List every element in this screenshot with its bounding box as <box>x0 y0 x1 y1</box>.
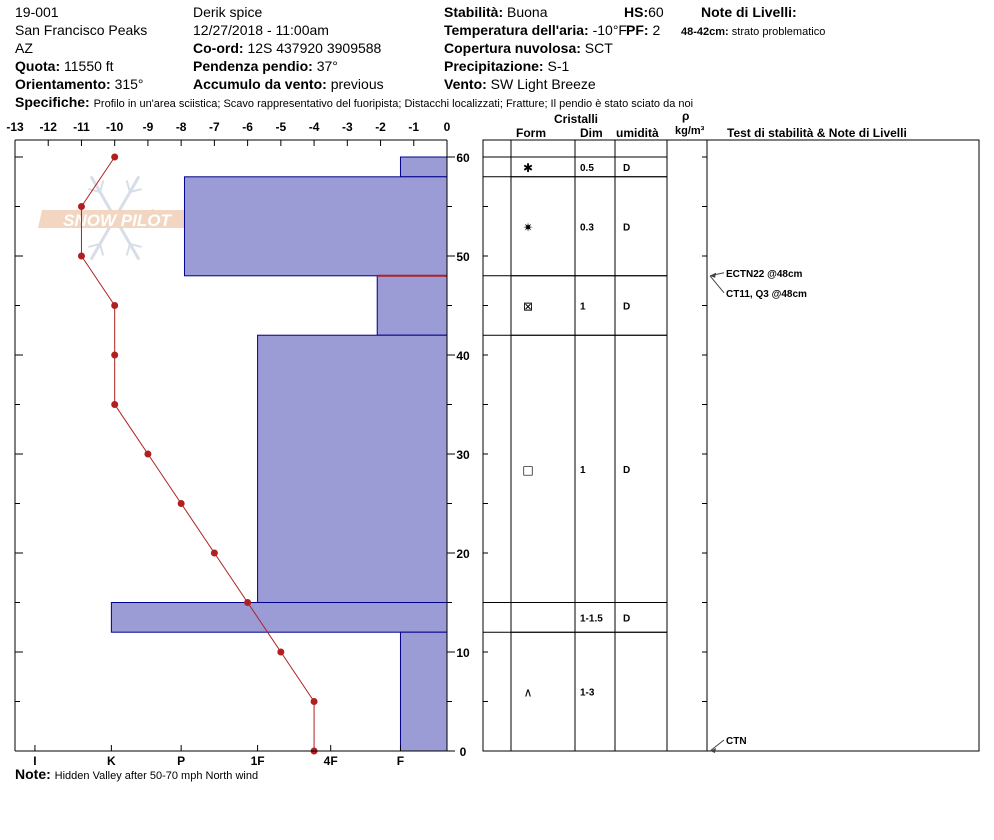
temperature-point <box>111 302 118 309</box>
snowflake-branch <box>127 244 130 256</box>
depth-tick-label: 0 <box>459 745 467 759</box>
watermark-text: SNOW PILOT <box>63 211 171 230</box>
grain-size: 0.3 <box>580 222 594 234</box>
grain-size: 0.5 <box>580 162 594 174</box>
snowflake-branch <box>100 180 103 192</box>
temp-tick-label: -7 <box>209 120 220 134</box>
grain-form-symbol: ∧ <box>523 685 533 700</box>
precip-label: Precipitazione: <box>444 58 544 74</box>
air-temp-label: Temperatura dell'aria: <box>444 22 589 38</box>
depth-tick-label: 50 <box>456 250 470 264</box>
temp-tick-label: -4 <box>308 120 320 134</box>
hardness-bars <box>111 157 447 751</box>
aspect-value: 315° <box>114 76 144 92</box>
location: San Francisco Peaks <box>15 22 148 38</box>
moisture: D <box>623 301 631 313</box>
header-density: ρ <box>682 109 690 123</box>
wind-value: SW Light Breeze <box>490 76 596 92</box>
hardness-label: F <box>396 754 405 768</box>
stability-test-label: CTN <box>726 736 747 747</box>
temp-tick-label: -5 <box>275 120 287 134</box>
temperature-point <box>244 599 251 606</box>
temperature-point <box>78 203 85 210</box>
temp-tick-label: -1 <box>408 120 420 134</box>
specifics-label: Specifiche: <box>15 94 90 110</box>
temperature-point <box>111 401 118 408</box>
hardness-label: 4F <box>323 754 338 768</box>
header-dim: Dim <box>580 126 603 140</box>
layer-note-depth: 48-42cm: <box>681 26 729 38</box>
hardness-bar <box>400 157 447 177</box>
table-frame <box>483 140 979 751</box>
depth-tick-label: 10 <box>456 646 470 660</box>
temp-tick-label: -12 <box>39 120 57 134</box>
temp-tick-label: -9 <box>142 120 154 134</box>
hardness-bar <box>258 335 447 602</box>
slope-label: Pendenza pendio: <box>193 58 313 74</box>
cloud-value: SCT <box>584 40 613 56</box>
hardness-label: P <box>177 754 186 768</box>
temperature-point <box>144 451 151 458</box>
hardness-bar <box>400 632 447 751</box>
header-cristalli: Cristalli <box>554 112 599 126</box>
wind-label: Vento: <box>444 76 487 92</box>
pf-label: PF: <box>626 22 649 38</box>
grain-size: 1-1.5 <box>580 613 603 625</box>
depth-tick-label: 30 <box>456 448 470 462</box>
grain-size: 1 <box>580 464 586 476</box>
specifics-text: Profilo in un'area sciistica; Scavo rappresentativo del fuoripista; Distacchi localizzati; Fratture; Il pendio è stato sciato da noi <box>93 98 694 110</box>
grain-size: 1-3 <box>580 687 595 699</box>
pf-value: 2 <box>652 22 661 38</box>
moisture: D <box>623 222 631 234</box>
header-tests: Test di stabilità & Note di Livelli <box>727 126 907 140</box>
layer-table <box>483 140 979 753</box>
temperature-point <box>111 154 118 161</box>
footer-note-text: Hidden Valley after 50-70 mph North wind <box>54 770 259 782</box>
state: AZ <box>15 40 33 56</box>
grain-form-symbol: ⊠ <box>522 299 534 314</box>
precip-value: S-1 <box>547 58 570 74</box>
temp-tick-label: 0 <box>443 120 451 134</box>
stability-test-label: ECTN22 @48cm <box>726 268 803 280</box>
moisture: D <box>623 464 631 476</box>
depth-tick-label: 60 <box>456 151 470 165</box>
temperature-point <box>111 352 118 359</box>
hardness-bar <box>184 177 447 276</box>
test-pointer <box>710 740 724 751</box>
datetime: 12/27/2018 - 11:00am <box>193 22 329 38</box>
profile-id: 19-001 <box>15 4 59 20</box>
cloud-label: Copertura nuvolosa: <box>444 40 581 56</box>
hardness-bar <box>111 603 447 633</box>
hardness-label: 1F <box>250 754 265 768</box>
slope-value: 37° <box>316 58 338 74</box>
snowflake-branch <box>127 180 130 192</box>
snowflake-branch <box>100 244 103 256</box>
temp-tick-label: -13 <box>6 120 24 134</box>
wind-load-value: previous <box>330 76 384 92</box>
temp-tick-label: -2 <box>375 120 386 134</box>
temp-tick-label: -8 <box>175 120 187 134</box>
elevation-value: 11550 ft <box>64 58 114 74</box>
aspect-label: Orientamento: <box>15 76 111 92</box>
hardness-label: I <box>33 754 37 768</box>
temperature-point <box>78 253 85 260</box>
coord-label: Co-ord: <box>193 40 244 56</box>
moisture: D <box>623 162 631 174</box>
temp-tick-label: -6 <box>242 120 253 134</box>
temp-tick-label: -3 <box>341 120 353 134</box>
temp-tick-label: -10 <box>106 120 124 134</box>
layer-notes-title: Note di Livelli: <box>701 4 797 20</box>
coord-value: 12S 437920 3909588 <box>247 40 382 56</box>
layer-note-text: strato problematico <box>731 26 826 38</box>
grain-form-symbol: ✷ <box>522 220 534 235</box>
stability-label: Stabilità: <box>444 4 504 20</box>
temperature-point <box>211 550 218 557</box>
grain-form-symbol: □ <box>522 462 534 477</box>
depth-tick-label: 40 <box>456 349 470 363</box>
temperature-point <box>311 698 318 705</box>
observer: Derik spice <box>193 4 263 20</box>
grain-form-symbol: ✱ <box>522 160 534 175</box>
grain-size: 1 <box>580 301 586 313</box>
hardness-label: K <box>107 754 116 768</box>
temp-tick-label: -11 <box>73 120 90 134</box>
stability-test-label: CT11, Q3 @48cm <box>726 288 807 300</box>
header-density-unit: kg/m³ <box>675 125 705 137</box>
snowpilot-watermark <box>38 176 196 259</box>
depth-tick-label: 20 <box>456 547 470 561</box>
moisture: D <box>623 613 631 625</box>
temperature-point <box>178 500 185 507</box>
hs-value: 60 <box>648 4 664 20</box>
footer-note-label: Note: <box>15 766 51 782</box>
wind-load-label: Accumulo da vento: <box>193 76 327 92</box>
air-temp-value: -10°F <box>592 22 627 38</box>
hardness-bar <box>377 276 447 335</box>
header-moisture: umidità <box>616 126 659 140</box>
header-form: Form <box>516 126 546 140</box>
test-pointer <box>710 276 724 293</box>
stability-value: Buona <box>507 4 548 20</box>
temperature-point <box>277 649 284 656</box>
hs-label: HS: <box>624 4 649 20</box>
elevation-label: Quota: <box>15 58 61 74</box>
